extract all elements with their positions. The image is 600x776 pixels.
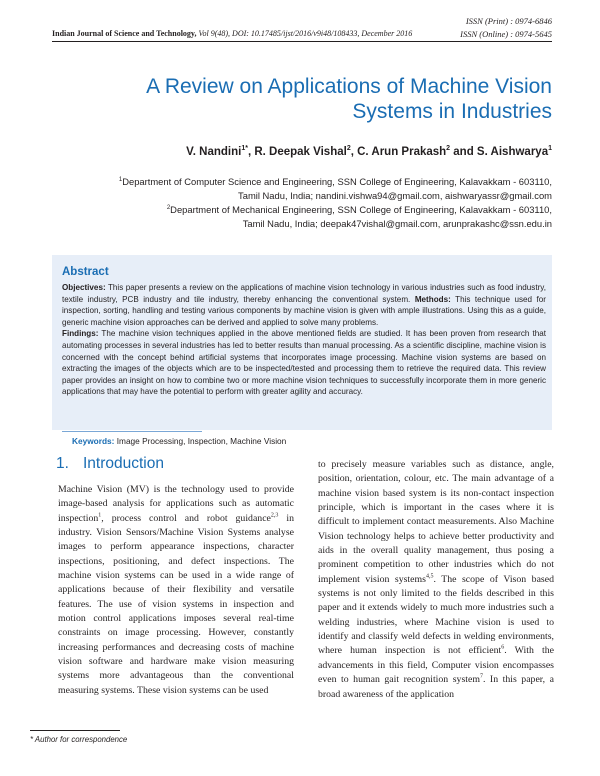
affiliation-line: Tamil Nadu, India; deepak47vishal@gmail.com, arunprakashc@ssn.edu.in	[242, 217, 552, 229]
affiliations	[119, 174, 552, 230]
body-text: in industry. Vision Sensors/Machine Vision Systems analyse images to perform appearance inspections, character inspections, positioning, and defect inspections. The machine vision systems can be used in a wide range of applications because of their flexibility and versatile features. The use of vision systems in inspection and motion control applications imposes several real-time constraints on image processing. However, constantly increasing performances and decreasing costs of machine vision software and hardware make vision measuring systems more advantageous than the conventional measuring systems. These vision systems can be used	[58, 512, 294, 696]
author-name: V. Nandini	[186, 145, 242, 158]
author-name: C. Arun Prakash	[357, 145, 447, 158]
findings-text: The machine vision techniques applied in the above mentioned fields are studied. It has been proven from research that automating processes in several industries has led to better results than manual processing. As a scientific discipline, machine vision is concerned with the concept behind artificial systems that incorporates image processing. Machine vision systems are based on extracting the images of the objects which are to be inspected/tested and processing them to retrieve the required data. This review paper provides an insight on how to combine two or more machine vision techniques to successfully incorporate them in more generic applications that may have the potential to perform with greater agility and accuracy.	[62, 329, 546, 397]
footnote-rule	[30, 730, 120, 731]
journal-meta: Vol 9(48), DOI: 10.17485/ijst/2016/v9i48/108433, December 2016	[198, 29, 413, 38]
author-name: S. Aishwarya	[476, 145, 549, 158]
author-affiliation-mark: 1	[548, 145, 552, 152]
author-affiliation-mark: 1*	[241, 145, 248, 152]
citation: 6	[501, 645, 505, 652]
section-title: Introduction	[83, 455, 164, 472]
citation: 4,5	[425, 573, 434, 580]
header-rule	[52, 41, 552, 42]
affiliation-text: Department of Computer Science and Engineering, SSN College of Engineering, Kalavakkam - 603110,	[122, 176, 552, 188]
methods-label: Methods:	[414, 294, 451, 304]
author-list: V. Nandini$^{1*}$, R. Deepak Vishal$^2$, C. Arun Prakash$^2$ and S. Aishwarya$^1$	[186, 145, 552, 158]
author-affiliation-mark: 2	[446, 145, 451, 152]
body-column-left	[58, 483, 294, 698]
body-text: Machine Vision (MV) is the technology used to provide image-based analysis for applications such as automatic inspection	[58, 484, 294, 524]
author-affiliation-mark: 2	[346, 145, 351, 152]
keywords	[72, 436, 286, 446]
abstract-heading: Abstract	[62, 266, 109, 278]
section-heading	[56, 455, 164, 473]
affiliation-line	[119, 174, 552, 189]
journal-line	[52, 29, 412, 38]
keywords-rule	[62, 431, 202, 432]
body-text: . With the advancements in this field, Computer vision encompasses even to human gait recognition system	[318, 645, 554, 686]
body-paragraph	[318, 458, 554, 702]
affiliation-mark: 2	[166, 205, 171, 212]
objectives-label: Objectives:	[62, 283, 106, 292]
paper-title: A Review on Applications of Machine Vision Systems in Industries	[146, 75, 552, 123]
issn-online: ISSN (Online) : 0974-5645	[460, 29, 552, 39]
abstract-paragraph	[62, 282, 546, 328]
citation: 2,3	[270, 512, 279, 519]
body-text: to precisely measure variables such as distance, angle, position, orientation, colour, etc. The main advantage of a machine vision based system is its non-contact inspection principle, which is important in the cases where it is difficult to implement contact measurements. Also Machine Vision technology helps to achieve better productivity and aids in the overall quality management, thus posing a prominent competition to other industries which do not implement vision systems	[318, 459, 554, 585]
body-text: , process control and robot guidance	[101, 512, 271, 524]
keywords-text: Image Processing, Inspection, Machine Vision	[114, 436, 287, 446]
affiliation-mark: 1	[118, 177, 123, 183]
affiliation-line: Tamil Nadu, India; nandini.vishwa94@gmail.com, aishwaryassr@gmail.com	[238, 189, 552, 201]
journal-name: Indian Journal of Science and Technology,	[52, 29, 197, 38]
issn-print: ISSN (Print) : 0974-6846	[465, 16, 552, 26]
body-text: . The scope of Vison based systems is not only limited to the fields described in this paper and it extends widely to much more industries such a welding industries, where Machine vision is used to identify and classify weld defects in welding environments, where human inspection is not efficient	[318, 573, 554, 657]
abstract-body	[62, 282, 546, 398]
findings-label: Findings:	[62, 329, 99, 339]
affiliation-line	[119, 202, 552, 217]
citation: 7	[479, 673, 483, 680]
objectives-text: This paper presents a review on the applications of machine vision technology in various industries such as food industry, textile industry, PCB industry and tile industry, thereby enhancing the conventional system.	[62, 283, 546, 304]
methods-text: This technique used for inspection, sorting, handling and testing various components by machine vision is given with ample illustrations. Using this as a guide, generic machine vision approaches can be derived and applied to solve many problems.	[62, 294, 546, 327]
body-text: . In this paper, a broad awareness of the application	[318, 674, 554, 700]
affiliation-text: Department of Mechanical Engineering, SSN College of Engineering, Kalavakkam - 603110,	[170, 204, 552, 216]
citation: 1	[98, 512, 102, 519]
abstract-paragraph	[62, 328, 546, 398]
keywords-label: Keywords:	[72, 436, 115, 446]
author-name: R. Deepak Vishal	[254, 145, 347, 158]
body-paragraph	[58, 483, 294, 698]
section-number: 1.	[56, 455, 69, 472]
footnote: * Author for correspondence	[30, 735, 128, 744]
body-column-right	[318, 458, 554, 702]
